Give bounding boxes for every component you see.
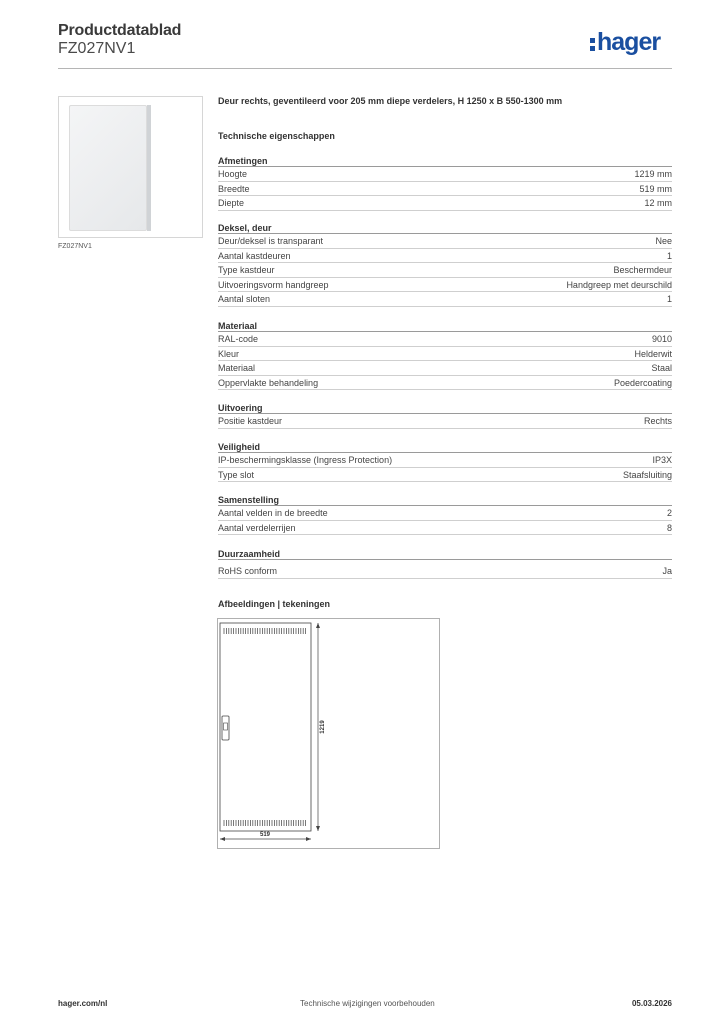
spec-section-composition [218,494,672,535]
spec-section-title: Deksel, deur [218,222,672,234]
spec-label: Positie kastdeur [218,416,283,426]
footer-website: hager.com/nl [58,999,108,1008]
spec-row [218,361,672,376]
top-vent-slots [224,628,306,634]
spec-label: Aantal sloten [218,294,271,305]
spec-section-title: Samenstelling [218,494,672,506]
spec-value: 8 [666,522,672,533]
spec-section-sustainability [218,548,672,579]
door-handle-icon [222,716,229,740]
spec-row [218,468,672,483]
spec-value: 519 mm [639,183,672,194]
spec-row [218,564,672,579]
spec-label: Deur/deksel is transparant [218,236,324,246]
door-drawing-svg [218,619,441,850]
spec-label: Hoogte [218,169,248,179]
spec-row [218,414,672,429]
spec-row [218,249,672,264]
spec-value: 12 mm [644,198,672,209]
spec-section-execution [218,402,672,429]
spec-value: Ja [662,566,672,576]
header-divider [58,68,672,69]
spec-label: Breedte [218,183,250,194]
arrow-right-icon [306,837,311,841]
spec-row [218,167,672,182]
spec-row [218,453,672,468]
spec-label: Aantal verdelerrijen [218,522,296,533]
spec-label: Uitvoeringsvorm handgreep [218,279,329,290]
spec-label: Materiaal [218,363,256,374]
spec-value: Rechts [643,416,672,426]
spec-row [218,521,672,536]
door-edge-image [147,105,151,231]
spec-value: Handgreep met deurschild [566,279,672,290]
spec-label: Aantal kastdeuren [218,250,291,261]
width-dimension-label: 519 [259,832,271,838]
spec-section-material [218,320,672,390]
spec-label: Oppervlakte behandeling [218,377,319,388]
page-title: Productdatablad [58,22,182,39]
spec-label: IP-beschermingsklasse (Ingress Protection) [218,455,393,465]
spec-row [218,347,672,362]
spec-value: Poedercoating [613,377,672,388]
spec-section-title: Veiligheid [218,441,672,453]
arrow-left-icon [220,837,225,841]
arrow-down-icon [316,826,320,831]
spec-section-safety [218,441,672,482]
figures-heading: Afbeeldingen | tekeningen [218,599,331,609]
spec-label: Diepte [218,198,245,209]
spec-value: 1219 mm [634,169,672,179]
spec-value: 1 [666,250,672,261]
spec-value: Staafsluiting [622,469,672,480]
technical-properties-heading: Technische eigenschappen [218,131,335,141]
spec-section-title: Duurzaamheid [218,548,672,560]
spec-value: 2 [666,508,672,518]
logo-dots-icon [590,38,595,51]
spec-value: 9010 [651,334,672,344]
spec-label: Type kastdeur [218,265,275,276]
spec-row [218,234,672,249]
spec-label: RAL-code [218,334,259,344]
spec-label: Aantal velden in de breedte [218,508,328,518]
spec-row [218,332,672,347]
spec-label: Kleur [218,348,240,359]
door-outline [220,623,311,831]
spec-row [218,376,672,391]
door-panel-image [69,105,147,231]
spec-value: IP3X [652,455,672,465]
spec-row [218,196,672,211]
arrow-up-icon [316,623,320,628]
bottom-vent-slots [224,820,306,826]
product-image [58,96,203,238]
height-dimension-label: 1219 [320,720,326,734]
hager-logo [590,28,660,57]
product-code: FZ027NV1 [58,40,136,57]
spec-row [218,182,672,197]
footer-date: 05.03.2026 [631,999,672,1008]
spec-section-title: Afmetingen [218,155,672,167]
spec-value: Beschermdeur [613,265,672,276]
spec-value: Helderwit [634,348,672,359]
product-description: Deur rechts, geventileerd voor 205 mm diepe verdelers, H 1250 x B 550-1300 mm [218,96,563,106]
spec-label: RoHS conform [218,566,278,576]
spec-section-title: Materiaal [218,320,672,332]
spec-row [218,278,672,293]
spec-value: Nee [655,236,672,246]
spec-label: Type slot [218,469,255,480]
door-lock-icon [224,723,228,730]
logo-text: hager [597,28,661,56]
spec-row [218,506,672,521]
technical-drawing [217,618,440,849]
footer-disclaimer: Technische wijzigingen voorbehouden [300,999,435,1008]
spec-value: Staal [651,363,672,374]
spec-row [218,292,672,307]
spec-section-dimensions [218,155,672,211]
spec-section-title: Uitvoering [218,402,672,414]
spec-section-cover-door [218,222,672,307]
product-image-caption: FZ027NV1 [58,243,92,250]
spec-row [218,263,672,278]
spec-value: 1 [666,294,672,305]
